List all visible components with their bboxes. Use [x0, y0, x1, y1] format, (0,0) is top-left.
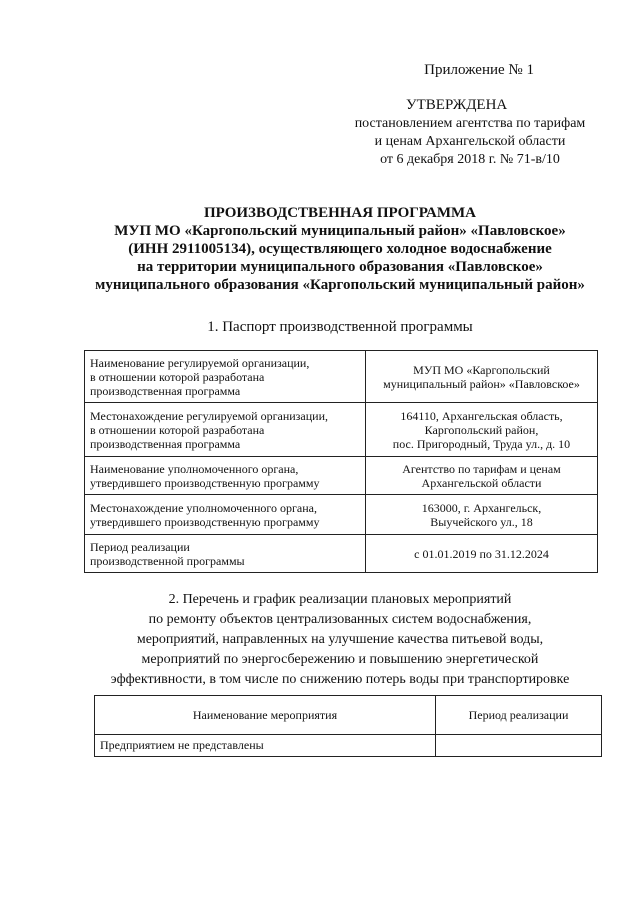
table-cell-value: с 01.01.2019 по 31.12.2024 [366, 535, 598, 573]
document-title-line-3: (ИНН 2911005134), осуществляющего холодное водоснабжение [128, 241, 552, 257]
appendix-number: Приложение № 1 [424, 62, 534, 78]
section-1-heading: 1. Паспорт производственной программы [207, 319, 473, 335]
table-row [85, 457, 598, 495]
table-cell-value: Агентство по тарифам и ценам Архангельской области [366, 457, 598, 495]
section-2-heading-line-3: мероприятий, направленных на улучшение качества питьевой воды, [136, 632, 544, 647]
column-header-period: Период реализации [436, 696, 602, 735]
approved-stamp-text: УТВЕРЖДЕНА [406, 97, 508, 113]
table-cell-value: МУП МО «Каргопольский муниципальный район» «Павловское» [366, 351, 598, 403]
table-cell-name: Предприятием не представлены [95, 735, 436, 757]
table-cell-value: 163000, г. Архангельск, Выучейского ул., 18 [366, 495, 598, 535]
column-header-name: Наименование мероприятия [95, 696, 436, 735]
table-row [95, 735, 602, 757]
section-2-heading-line-2: по ремонту объектов централизованных систем водоснабжения, [148, 612, 532, 627]
document-title-line-1: ПРОИЗВОДСТВЕННАЯ ПРОГРАММА [203, 205, 476, 221]
table-cell-label: Местонахождение уполномоченного органа, утвердившего производственную программу [85, 495, 366, 535]
table-cell-label: Местонахождение регулируемой организации, в отношении которой разработана производственная программа [85, 403, 366, 457]
table-cell-period [436, 735, 602, 757]
table-cell-label: Наименование уполномоченного органа, утвердившего производственную программу [85, 457, 366, 495]
table-cell-label: Наименование регулируемой организации, в отношении которой разработана производственная программа [85, 351, 366, 403]
table-cell-value: 164110, Архангельская область, Каргопольский район, пос. Пригородный, Труда ул., д. 10 [366, 403, 598, 457]
document-title-line-5: муниципального образования «Каргопольский муниципальный район» [95, 277, 585, 293]
table-header-row [95, 696, 602, 735]
document-title-line-2: МУП МО «Каргопольский муниципальный район» «Павловское» [114, 223, 566, 239]
approval-line-2: и ценам Архангельской области [374, 134, 566, 149]
approval-line-3: от 6 декабря 2018 г. № 71-в/10 [380, 152, 560, 167]
section-2-heading-line-1: 2. Перечень и график реализации плановых мероприятий [168, 592, 512, 607]
table-cell-label: Период реализации производственной программы [85, 535, 366, 573]
events-table [94, 695, 602, 757]
section-2-heading-line-4: мероприятий по энергосбережению и повышению энергетической [141, 652, 539, 667]
section-2-heading-line-5: эффективности, в том числе по снижению потерь воды при транспортировке [110, 672, 570, 687]
table-row [85, 495, 598, 535]
passport-table [84, 350, 598, 573]
table-row [85, 351, 598, 403]
table-row [85, 535, 598, 573]
approval-line-1: постановлением агентства по тарифам [354, 116, 586, 131]
document-title-line-4: на территории муниципального образования «Павловское» [137, 259, 543, 275]
table-row [85, 403, 598, 457]
